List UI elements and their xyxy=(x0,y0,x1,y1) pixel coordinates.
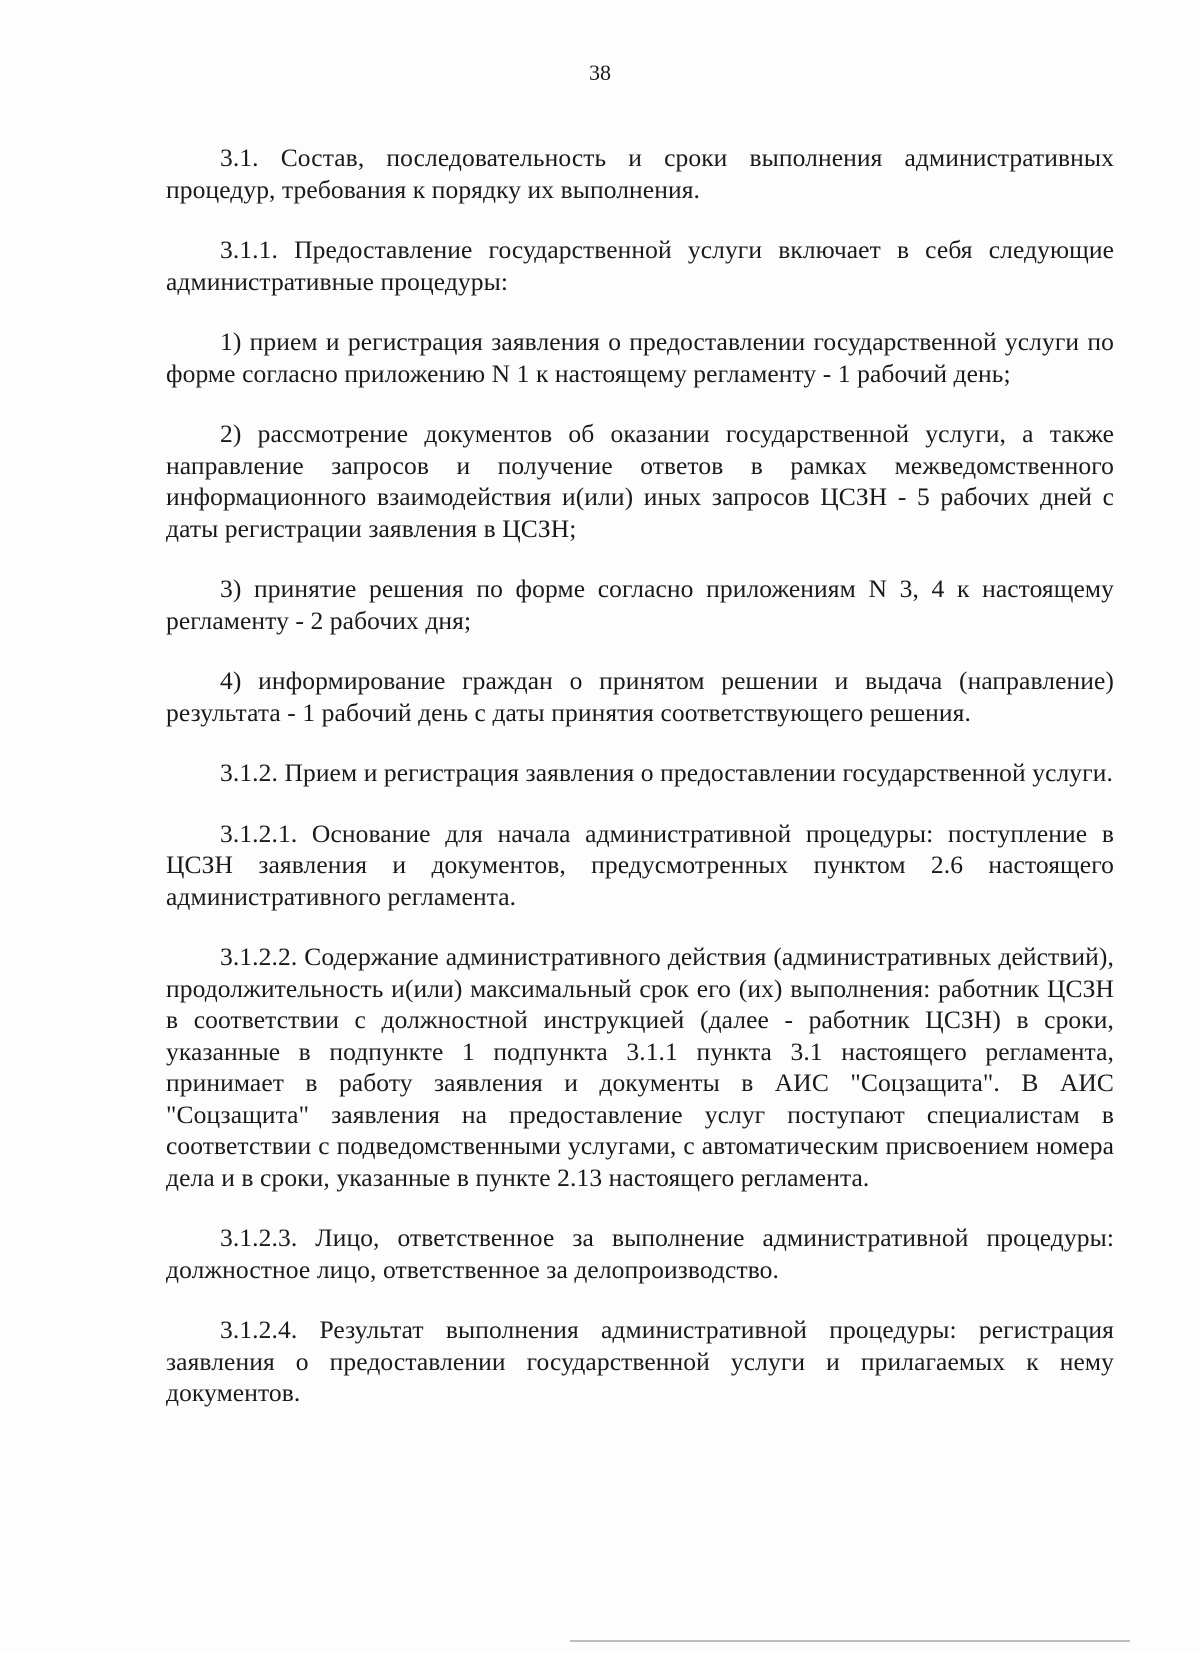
paragraph-3-1-1: 3.1.1. Предоставление государственной услуги включает в себя следующие административные процедуры: xyxy=(166,235,1114,296)
paragraph-3-1-2-4: 3.1.2.4. Результат выполнения административной процедуры: регистрация заявления о предоставлении государственной услуги и прилагаемых к нему документов. xyxy=(166,1315,1114,1407)
list-item-3: 3) принятие решения по форме согласно приложениям N 3, 4 к настоящему регламенту - 2 рабочих дня; xyxy=(166,574,1114,635)
page-number: 38 xyxy=(589,60,611,85)
paragraph-3-1-2-1: 3.1.2.1. Основание для начала административной процедуры: поступление в ЦСЗН заявления и документов, предусмотренных пунктом 2.6 настоящего административного регламента. xyxy=(166,818,1114,911)
list-item-4: 4) информирование граждан о принятом решении и выдача (направление) результата - 1 рабочий день с даты принятия соответствующего решения. xyxy=(166,666,1114,727)
list-item-1: 1) прием и регистрация заявления о предоставлении государственной услуги по форме согласно приложению N 1 к настоящему регламенту - 1 рабочий день; xyxy=(166,327,1114,388)
list-item-2: 2) рассмотрение документов об оказании государственной услуги, а также направление запросов и получение ответов в рамках межведомственного информационного взаимодействия и(или) иных запросов ЦСЗН - 5 рабочих дней с даты регистрации заявления в ЦСЗН; xyxy=(166,419,1114,543)
paragraph-3-1-2-3: 3.1.2.3. Лицо, ответственное за выполнение административной процедуры: должностное лицо, ответственное за делопроизводство. xyxy=(166,1223,1114,1284)
paragraph-3-1: 3.1. Состав, последовательность и сроки выполнения административных процедур, требования к порядку их выполнения. xyxy=(166,143,1114,204)
paragraph-3-1-2: 3.1.2. Прием и регистрация заявления о предоставлении государственной услуги. xyxy=(220,758,1113,787)
document-body xyxy=(166,142,1114,1438)
bottom-divider xyxy=(570,1640,1130,1642)
paragraph-3-1-2-2: 3.1.2.2. Содержание административного действия (административных действий), продолжительность и(или) максимальный срок его (их) выполнения: работник ЦСЗН в соответствии с должностной инструкцией (далее - работник ЦСЗН) в сроки, указанные в подпункте 1 подпункта 3.1.1 пункта 3.1 настоящего регламента, принимает в работу заявления и документы в АИС "Соцзащита". В АИС "Соцзащита" заявления на предоставление услуг поступают специалистам в соответствии с подведомственными услугами, с автоматическим присвоением номера дела и в сроки, указанные в пункте 2.13 настоящего регламента. xyxy=(166,942,1114,1192)
